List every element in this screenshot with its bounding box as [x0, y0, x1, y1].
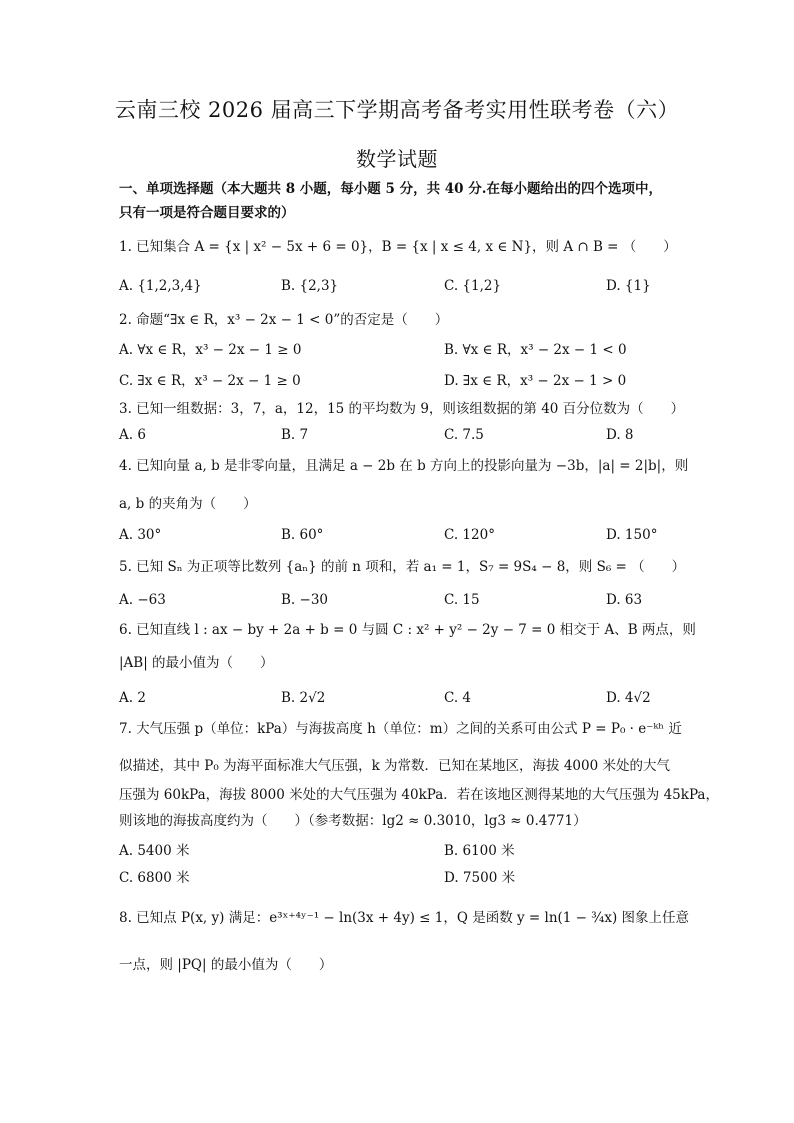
section-heading-line2: 只有一项是符合题目要求的）: [119, 205, 295, 221]
q2-option-d: D. ∃x ∈ R，x³ − 2x − 1 > 0: [444, 373, 627, 389]
q4-stem-line2: a, b 的夹角为（ ）: [119, 496, 257, 512]
q5-option-c: C. 15: [444, 592, 480, 608]
q4-option-a: A. 30°: [119, 527, 162, 543]
q3-option-c: C. 7.5: [444, 427, 484, 443]
q4-option-d: D. 150°: [606, 527, 658, 543]
q4-stem-line1: 4. 已知向量 a, b 是非零向量，且满足 a − 2b 在 b 方向上的投影向量为 −3b，|a| = 2|b|，则: [119, 458, 689, 474]
q2-option-b: B. ∀x ∈ R，x³ − 2x − 1 < 0: [444, 342, 627, 358]
q5-option-b: B. −30: [281, 592, 328, 608]
q7-stem-line2: 似描述，其中 P₀ 为海平面标准大气压强，k 为常数．已知在某地区，海拔 4000 米处的大气: [119, 758, 670, 774]
q5-stem: 5. 已知 Sₙ 为正项等比数列 {aₙ} 的前 n 项和，若 a₁ = 1，S₇ = 9S₄ − 8，则 S₆ = （ ）: [119, 559, 686, 575]
q7-stem-line3: 压强为 60kPa，海拔 8000 米处的大气压强为 40kPa．若在该地区测得某地的大气压强为 45kPa，: [119, 787, 719, 803]
q7-option-a: A. 5400 米: [119, 843, 190, 859]
q7-stem-line4: 则该地的海拔高度约为（ ）（参考数据：lg2 ≈ 0.3010，lg3 ≈ 0.4771）: [119, 813, 587, 829]
q1-option-b: B. {2,3}: [281, 278, 339, 294]
q6-option-b: B. 2√2: [281, 690, 326, 706]
q1-option-c: C. {1,2}: [444, 278, 502, 294]
q6-stem-line1: 6. 已知直线 l : ax − by + 2a + b = 0 与圆 C : x² + y² − 2y − 7 = 0 相交于 A、B 两点，则: [119, 622, 696, 638]
q1-option-d: D. {1}: [606, 278, 651, 294]
q1-stem: 1. 已知集合 A = {x | x² − 5x + 6 = 0}，B = {x | x ≤ 4, x ∈ N}，则 A ∩ B = （ ）: [119, 239, 677, 255]
q3-option-b: B. 7: [281, 427, 309, 443]
q6-option-c: C. 4: [444, 690, 472, 706]
q4-option-c: C. 120°: [444, 527, 495, 543]
q2-option-c: C. ∃x ∈ R，x³ − 2x − 1 ≥ 0: [119, 373, 301, 389]
q7-option-c: C. 6800 米: [119, 870, 190, 886]
q3-option-d: D. 8: [606, 427, 634, 443]
q1-option-a: A. {1,2,3,4}: [119, 278, 202, 294]
q3-option-a: A. 6: [119, 427, 146, 443]
q5-option-a: A. −63: [119, 592, 166, 608]
q7-option-d: D. 7500 米: [444, 870, 516, 886]
q2-option-a: A. ∀x ∈ R，x³ − 2x − 1 ≥ 0: [119, 342, 302, 358]
q3-stem: 3. 已知一组数据：3，7，a，12，15 的平均数为 9，则该组数据的第 40 百分位数为（ ）: [119, 401, 685, 417]
q5-option-d: D. 63: [606, 592, 643, 608]
subject-title: 数学试题: [356, 147, 438, 171]
q7-option-b: B. 6100 米: [444, 843, 515, 859]
q2-stem: 2. 命题“∃x ∈ R，x³ − 2x − 1 < 0”的否定是（ ）: [119, 312, 449, 328]
q4-option-b: B. 60°: [281, 527, 324, 543]
section-heading-line1: 一、单项选择题（本大题共 8 小题，每小题 5 分，共 40 分.在每小题给出的四个选项中，: [119, 181, 662, 197]
q8-stem-line1: 8. 已知点 P(x, y) 满足：e³ˣ⁺⁴ʸ⁻¹ − ln(3x + 4y) ≤ 1，Q 是函数 y = ln(1 − ¾x) 图象上任意: [119, 910, 690, 926]
q6-option-d: D. 4√2: [606, 690, 651, 706]
q8-stem-line2: 一点，则 |PQ| 的最小值为（ ）: [119, 957, 333, 973]
q6-option-a: A. 2: [119, 690, 146, 706]
exam-title: 云南三校 2026 届高三下学期高考备考实用性联考卷（六）: [114, 98, 680, 122]
q6-stem-line2: |AB| 的最小值为（ ）: [119, 655, 274, 671]
q7-stem-line1: 7. 大气压强 p（单位：kPa）与海拔高度 h（单位：m）之间的关系可由公式 P = P₀ · e⁻ᵏʰ 近: [119, 721, 682, 737]
